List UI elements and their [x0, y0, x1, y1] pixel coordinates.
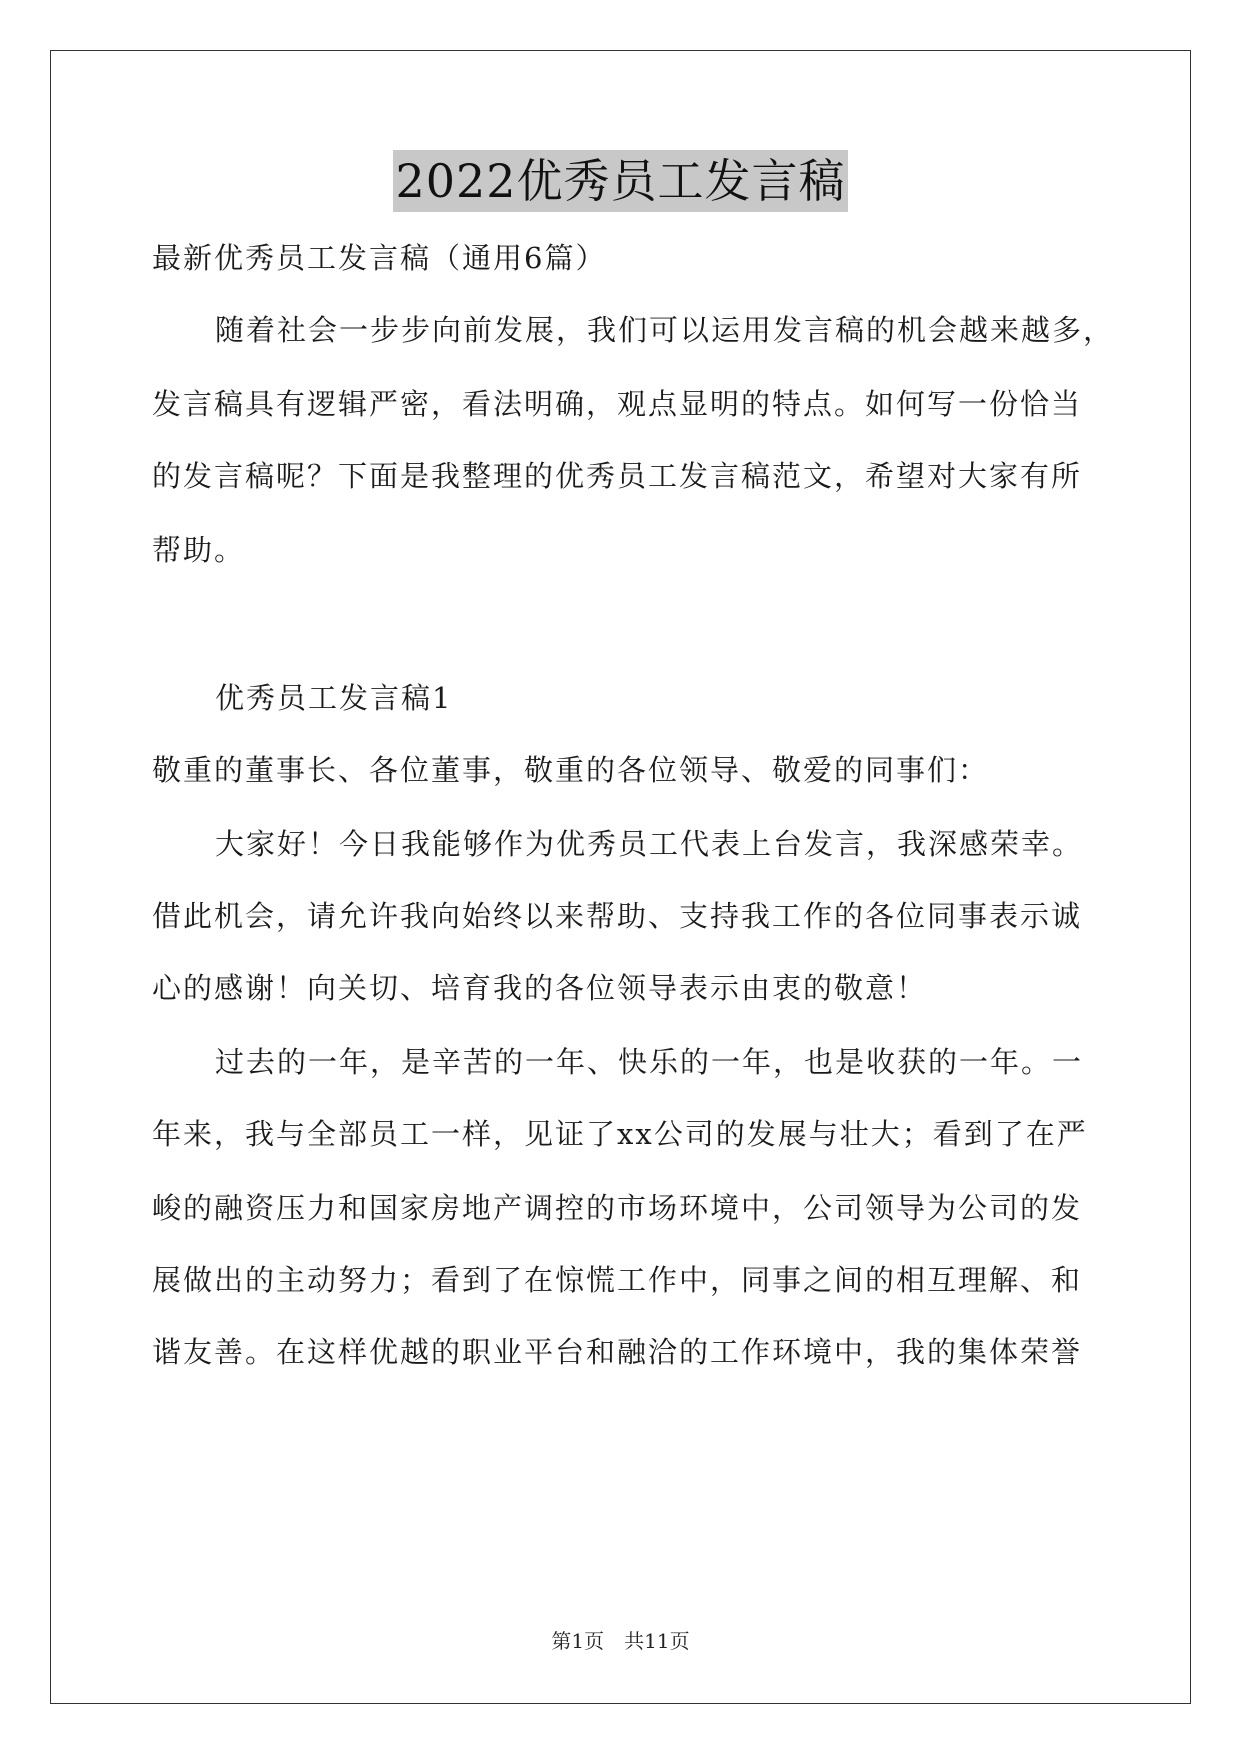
salutation: 敬重的董事长、各位董事，敬重的各位领导、敬爱的同事们： — [152, 753, 990, 787]
section-heading: 优秀员工发言稿1 — [215, 681, 453, 715]
paragraph-line: 借此机会，请允许我向始终以来帮助、支持我工作的各位同事表示诚 — [152, 899, 1083, 933]
paragraph-line: 心的感谢！向关切、培育我的各位领导表示由衷的敬意！ — [152, 971, 928, 1005]
intro-line: 发言稿具有逻辑严密，看法明确，观点显明的特点。如何写一份恰当 — [152, 387, 1083, 421]
intro-line: 帮助。 — [152, 533, 246, 567]
document-subtitle: 最新优秀员工发言稿（通用6篇） — [152, 241, 607, 275]
page-number: 第1页 共11页 — [551, 1629, 690, 1653]
paragraph-line: 大家好！今日我能够作为优秀员工代表上台发言，我深感荣幸。 — [215, 827, 1084, 861]
page-border — [50, 50, 1191, 1704]
paragraph-line: 展做出的主动努力；看到了在惊慌工作中，同事之间的相互理解、和 — [152, 1263, 1083, 1297]
intro-line: 的发言稿呢？下面是我整理的优秀员工发言稿范文，希望对大家有所 — [152, 459, 1083, 493]
paragraph-line: 年来，我与全部员工一样，见证了xx公司的发展与壮大；看到了在严 — [152, 1117, 1088, 1151]
paragraph-line: 过去的一年，是辛苦的一年、快乐的一年，也是收获的一年。一 — [215, 1045, 1084, 1079]
intro-line: 随着社会一步步向前发展，我们可以运用发言稿的机会越来越多， — [215, 313, 1115, 347]
paragraph-line: 谐友善。在这样优越的职业平台和融洽的工作环境中，我的集体荣誉 — [152, 1335, 1083, 1369]
title-container — [0, 150, 1241, 212]
paragraph-line: 峻的融资压力和国家房地产调控的市场环境中，公司领导为公司的发 — [152, 1191, 1083, 1225]
document-title: 2022优秀员工发言稿 — [393, 150, 847, 212]
